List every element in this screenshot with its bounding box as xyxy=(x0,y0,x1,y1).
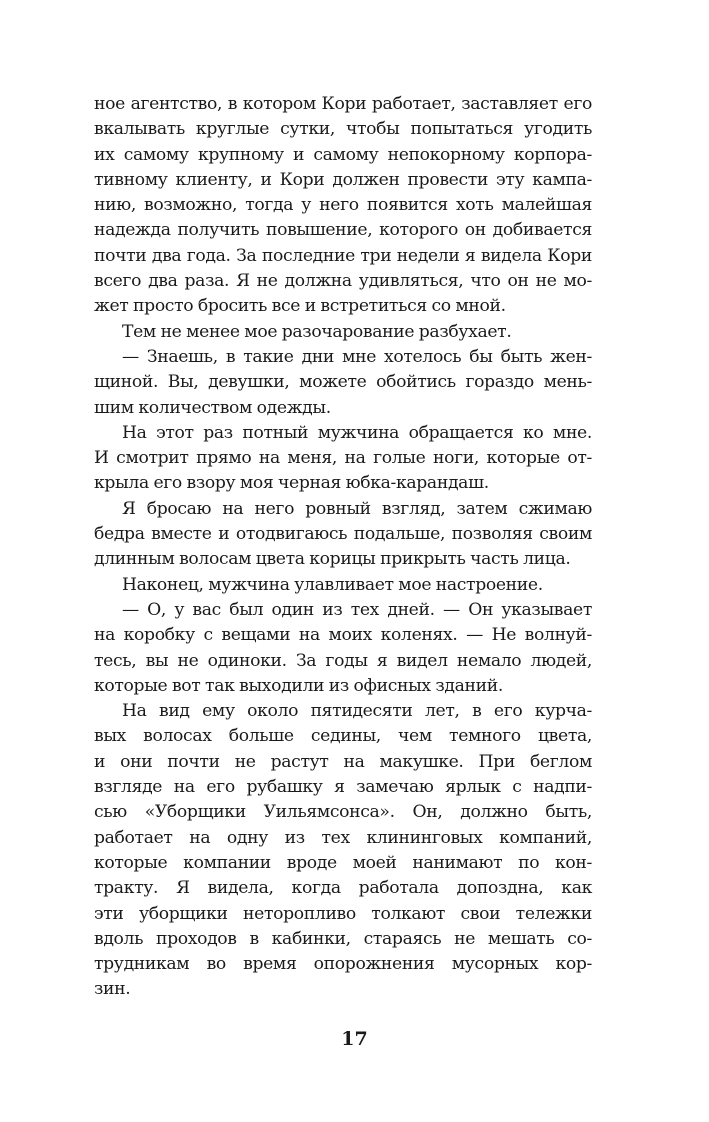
text-line: эти уборщики неторопливо толкают свои тележки xyxy=(94,903,592,924)
text-line: нию, возможно, тогда у него появится хоть малейшая xyxy=(94,195,592,216)
text-line: Наконец, мужчина улавливает мое настроение. xyxy=(122,574,543,595)
text-line: жет просто бросить все и встретиться со мной. xyxy=(94,296,506,317)
text-line: бедра вместе и отодвигаюсь подальше, позволяя своим xyxy=(94,524,592,545)
text-line: надежда получить повышение, которого он добивается xyxy=(94,220,592,241)
text-line: Я бросаю на него ровный взгляд, затем сжимаю xyxy=(122,498,592,519)
text-line: ное агентство, в котором Кори работает, заставляет его xyxy=(94,94,592,114)
text-line: — Знаешь, в такие дни мне хотелось бы быть жен- xyxy=(122,346,592,367)
text-line: взгляде на его рубашку я замечаю ярлык с надпи- xyxy=(94,777,592,798)
text-line: сью «Уборщики Уильямсонса». Он, должно быть, xyxy=(94,802,592,823)
text-line: тесь, вы не одиноки. За годы я видел немало людей, xyxy=(94,650,592,671)
text-line: тракту. Я видела, когда работала допоздна, как xyxy=(94,878,592,899)
text-line: На вид ему около пятидесяти лет, в его курча- xyxy=(122,701,592,722)
text-line: которые вот так выходили из офисных зданий. xyxy=(94,675,503,696)
text-line: работает на одну из тех клининговых компаний, xyxy=(94,827,592,848)
text-line: всего два раза. Я не должна удивляться, что он не мо- xyxy=(94,271,592,292)
text-line: вдоль проходов в кабинки, стараясь не мешать со- xyxy=(94,928,592,949)
text-line: вкалывать круглые сутки, чтобы попытаться угодить xyxy=(94,119,592,140)
text-line: на коробку с вещами на моих коленях. — Не волнуй- xyxy=(94,625,592,646)
text-line: их самому крупному и самому непокорному корпора- xyxy=(94,144,592,165)
text-line: зин. xyxy=(94,979,131,1000)
text-line: почти два года. За последние три недели я видела Кори xyxy=(94,245,592,266)
page-text-body xyxy=(94,92,592,1003)
text-line: Тем не менее мое разочарование разбухает. xyxy=(122,321,512,342)
text-line: шим количеством одежды. xyxy=(94,397,331,418)
text-line: тивному клиенту, и Кори должен провести эту кампа- xyxy=(94,169,592,190)
text-line: И смотрит прямо на меня, на голые ноги, которые от- xyxy=(94,448,592,469)
text-line: длинным волосам цвета корицы прикрыть часть лица. xyxy=(94,549,571,570)
text-line: и они почти не растут на макушке. При беглом xyxy=(94,751,592,772)
text-line: трудникам во время опорожнения мусорных кор- xyxy=(94,954,592,975)
text-line: вых волосах больше седины, чем темного цвета, xyxy=(94,726,592,747)
text-line: крыла его взору моя черная юбка-карандаш. xyxy=(94,473,489,494)
text-line: щиной. Вы, девушки, можете обойтись гораздо мень- xyxy=(94,372,592,393)
text-line: — О, у вас был один из тех дней. — Он указывает xyxy=(122,599,592,620)
page-number: 17 xyxy=(341,1028,368,1050)
text-line: На этот раз потный мужчина обращается ко мне. xyxy=(122,422,592,443)
text-line: которые компании вроде моей нанимают по кон- xyxy=(94,852,592,873)
